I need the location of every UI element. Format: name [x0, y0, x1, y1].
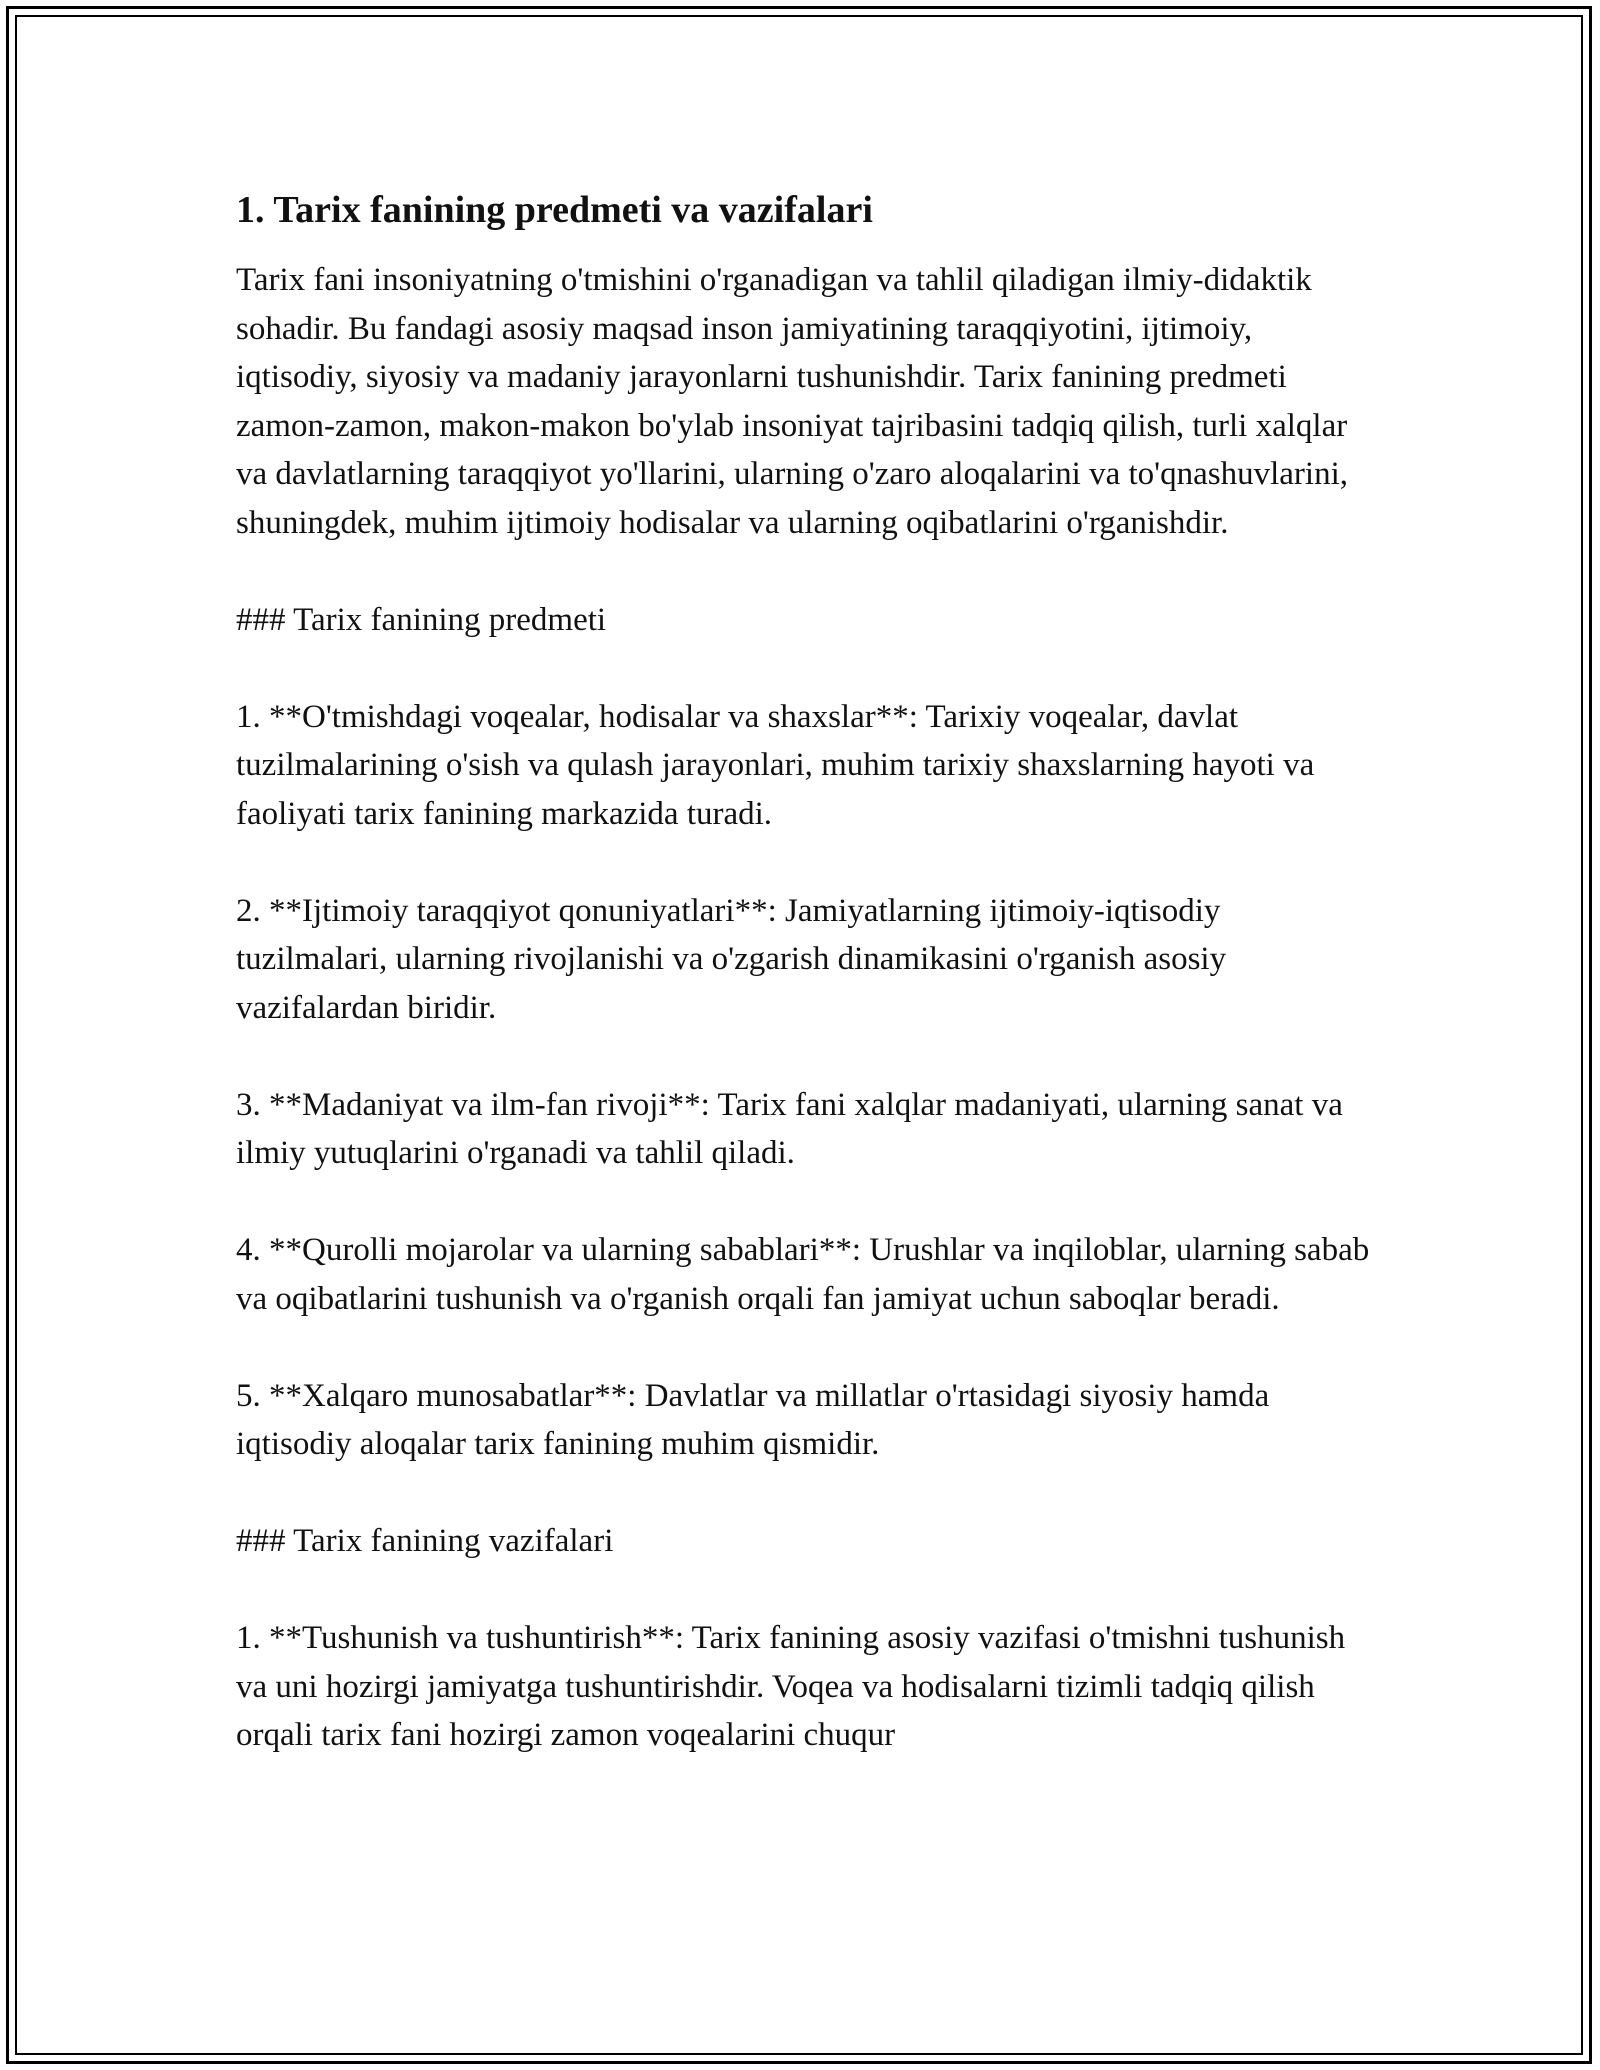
section-heading-vazifalari: ### Tarix fanining vazifalari [236, 1523, 614, 1559]
list-item-predmeti-1: 1. **O'tmishdagi voqealar, hodisalar va shaxslar**: Tarixiy voqealar, davlat tuzilmalarining o'sish va qulash jarayonlari, muhim tarixiy shaxslarning hayoti va faoliyati tarix fanining markazida turadi. [236, 698, 1315, 832]
intro-paragraph: Tarix fani insoniyatning o'tmishini o'rganadigan va tahlil qiladigan ilmiy-didaktik sohadir. Bu fandagi asosiy maqsad inson jamiyatining taraqqiyotini, ijtimoiy, iqtisodiy, siyosiy va madaniy jarayonlarni tushunishdir. Tarix fanining predmeti zamon-zamon, makon-makon bo'ylab insoniyat tajribasini tadqiq qilish, turli xalqlar va davlatlarning taraqqiyot yo'llarini, ularning o'zaro aloqalarini va to'qnashuvlarini, shuningdek, muhim ijtimoiy hodisalar va ularning oqibatlarini o'rganishdir. [236, 262, 1348, 541]
document-body [236, 186, 1376, 1760]
list-item-predmeti-4: 4. **Qurolli mojarolar va ularning sabablari**: Urushlar va inqiloblar, ularning sabab va oqibatlarini tushunish va o'rganish orqali fan jamiyat uchun saboqlar beradi. [236, 1232, 1370, 1317]
document-title: 1. Tarix fanining predmeti va vazifalari [236, 189, 873, 231]
list-item-predmeti-2: 2. **Ijtimoiy taraqqiyot qonuniyatlari**: Jamiyatlarning ijtimoiy-iqtisodiy tuzilmalari, ularning rivojlanishi va o'zgarish dinamikasini o'rganish asosiy vazifalardan biridir. [236, 892, 1227, 1026]
section-heading-predmeti: ### Tarix fanining predmeti [236, 601, 607, 638]
list-item-vazifalari-1: 1. **Tushunish va tushuntirish**: Tarix fanining asosiy vazifasi o'tmishni tushunish va uni hozirgi jamiyatga tushuntirishdir. Voqea va hodisalarni tizimli tadqiq qilish orqali tarix fani hozirgi zamon voqealarini chuqur [236, 1620, 1346, 1753]
list-item-predmeti-3: 3. **Madaniyat va ilm-fan rivoji**: Tarix fani xalqlar madaniyati, ularning sanat va ilmiy yutuqlarini o'rganadi va tahlil qiladi. [236, 1086, 1343, 1171]
list-item-predmeti-5: 5. **Xalqaro munosabatlar**: Davlatlar va millatlar o'rtasidagi siyosiy hamda iqtisodiy aloqalar tarix fanining muhim qismidir. [236, 1377, 1270, 1462]
